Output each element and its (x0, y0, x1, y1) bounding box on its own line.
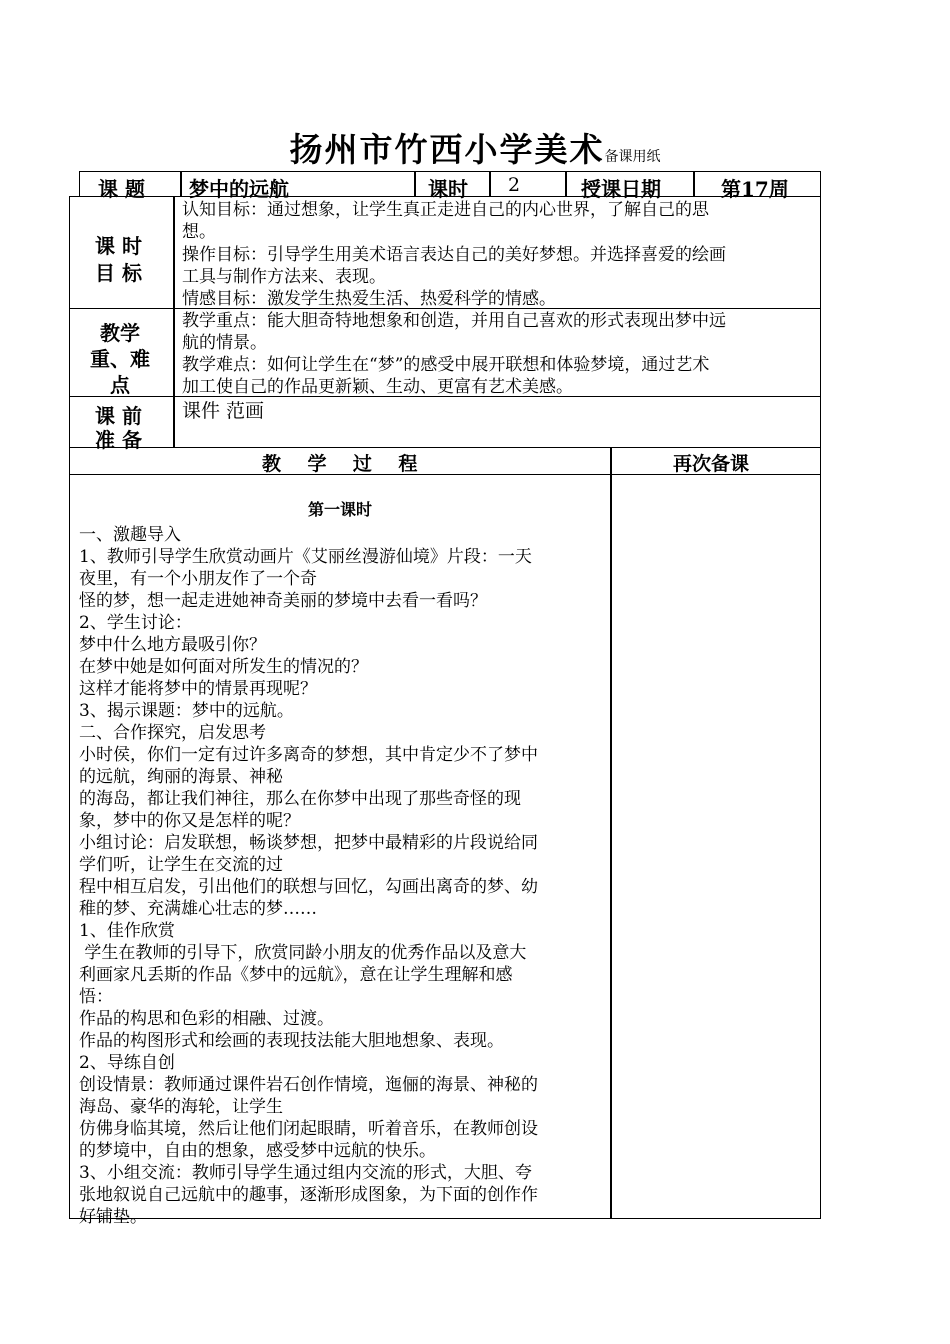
topic-value: 梦中的远航 (189, 177, 289, 201)
objectives-label-1: 课 时 (95, 234, 142, 258)
process-line: 的海岛，都让我们神往，那么在你梦中出现了那些奇怪的现 (79, 789, 521, 809)
process-line: 二、合作探究，启发思考 (79, 723, 266, 743)
process-title: 教 学 过 程 (262, 453, 418, 475)
process-line: 仿佛身临其境，然后让他们闭起眼睛，听着音乐，在教师创设 (79, 1119, 538, 1139)
process-line: 小组讨论：启发联想，畅谈梦想，把梦中最精彩的片段说给同 (79, 833, 538, 853)
keypoint-line: 加工使自己的作品更新颖、生动、更富有艺术美感。 (182, 377, 573, 397)
periods-value: 2 (508, 174, 521, 196)
process-line: 利画家凡丢斯的作品《梦中的远航》，意在让学生理解和感 (79, 965, 513, 985)
topic-label: 课 题 (98, 177, 145, 201)
process-line: 2、导练自创 (79, 1053, 175, 1073)
replan-title: 再次备课 (673, 453, 750, 475)
process-line: 夜里，有一个小朋友作了一个奇 (79, 569, 317, 589)
prep-value: 课件 范画 (182, 400, 265, 422)
paper-subtitle: 备课用纸 (604, 149, 661, 165)
process-line: 在梦中她是如何面对所发生的情况的？ (79, 657, 368, 677)
process-line: 3、揭示课题：梦中的远航。 (79, 701, 294, 721)
school-title: 扬州市竹西小学美术 (289, 130, 605, 169)
replan-body-cell (610, 474, 821, 1219)
process-line: 学们听，让学生在交流的过 (79, 855, 283, 875)
prep-label-1: 课 前 (95, 404, 142, 428)
process-line: 这样才能将梦中的情景再现呢？ (79, 679, 317, 699)
periods-label: 课时 (428, 177, 468, 201)
process-line: 悟： (79, 987, 113, 1007)
process-line: 一、激趣导入 (79, 525, 181, 545)
process-line: 2、学生讨论： (79, 613, 192, 633)
keypoints-label-2: 重、难 (90, 347, 150, 371)
process-line: 1、教师引导学生欣赏动画片《艾丽丝漫游仙境》片段：一天 (79, 547, 532, 567)
process-line: 梦中什么地方最吸引你？ (79, 635, 266, 655)
objective-line: 操作目标：引导学生用美术语言表达自己的美好梦想。并选择喜爱的绘画 (182, 245, 726, 265)
week-value: 第17周 (721, 177, 789, 201)
process-line: 1、佳作欣赏 (79, 921, 175, 941)
process-line: 学生在教师的引导下，欣赏同龄小朋友的优秀作品以及意大 (79, 943, 527, 963)
session-title: 第一课时 (308, 500, 373, 519)
keypoint-line: 教学重点：能大胆奇特地想象和创造，并用自己喜欢的形式表现出梦中远 (182, 311, 726, 331)
process-line: 海岛、豪华的海轮，让学生 (79, 1097, 283, 1117)
page-title (0, 124, 950, 171)
objective-line: 认知目标：通过想象，让学生真正走进自己的内心世界，了解自己的思 (182, 200, 709, 220)
process-line: 象，梦中的你又是怎样的呢？ (79, 811, 300, 831)
objective-line: 工具与制作方法来、表现。 (182, 267, 386, 287)
date-label: 授课日期 (581, 177, 661, 201)
process-line: 好铺垫。 (79, 1207, 147, 1227)
process-line: 小时侯，你们一定有过许多离奇的梦想，其中肯定少不了梦中 (79, 745, 538, 765)
keypoints-label-1: 教学 (100, 321, 140, 345)
keypoint-line: 教学难点：如何让学生在“梦”的感受中展开联想和体验梦境，通过艺术 (182, 355, 710, 375)
process-line: 稚的梦、充满雄心壮志的梦…… (79, 899, 317, 919)
keypoints-label-3: 点 (110, 373, 130, 397)
process-line: 作品的构思和色彩的相融、过渡。 (79, 1009, 334, 1029)
keypoint-line: 航的情景。 (182, 333, 267, 353)
process-line: 创设情景：教师通过课件岩石创作情境，迤俪的海景、神秘的 (79, 1075, 538, 1095)
process-line: 的远航，绚丽的海景、神秘 (79, 767, 283, 787)
prep-content-cell (173, 396, 821, 448)
objective-line: 想。 (182, 222, 216, 242)
process-text (79, 524, 609, 1228)
process-line: 怪的梦，想一起走进她神奇美丽的梦境中去看一看吗？ (79, 591, 487, 611)
objective-line: 情感目标：激发学生热爱生活、热爱科学的情感。 (182, 289, 556, 309)
process-line: 的梦境中，自由的想象，感受梦中远航的快乐。 (79, 1141, 436, 1161)
process-line: 作品的构图形式和绘画的表现技法能大胆地想象、表现。 (79, 1031, 504, 1051)
objectives-label-2: 目 标 (95, 261, 142, 285)
periods-value-cell (489, 171, 567, 197)
prep-label-2: 准 备 (95, 428, 142, 452)
process-line: 3、小组交流：教师引导学生通过组内交流的形式，大胆、夸 (79, 1163, 532, 1183)
process-line: 张地叙说自己远航中的趣事，逐渐形成图象，为下面的创作作 (79, 1185, 538, 1205)
process-line: 程中相互启发，引出他们的联想与回忆，勾画出离奇的梦、幼 (79, 877, 538, 897)
